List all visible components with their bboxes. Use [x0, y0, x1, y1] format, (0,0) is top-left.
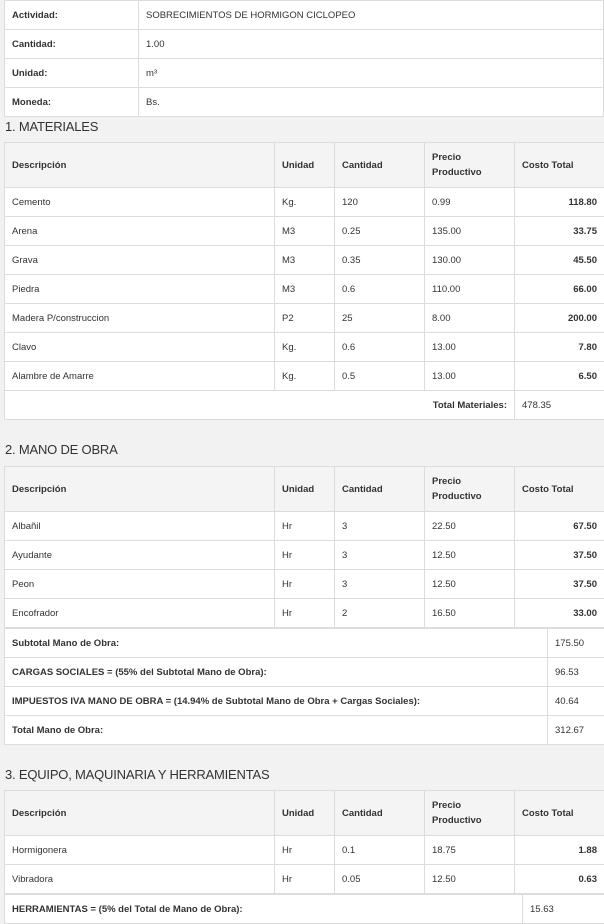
item-quantity: 0.5	[335, 362, 425, 391]
item-unit: Hr	[275, 512, 335, 541]
item-description: Clavo	[5, 333, 275, 362]
info-row	[5, 30, 604, 59]
section-title-mano-obra: 2. MANO DE OBRA	[5, 442, 603, 457]
header-unidad: Unidad	[275, 791, 335, 836]
item-quantity: 3	[335, 570, 425, 599]
info-row	[5, 59, 604, 88]
info-value: SOBRECIMIENTOS DE HORMIGON CICLOPEO	[139, 1, 604, 30]
item-unit: Hr	[275, 599, 335, 628]
item-price: 12.50	[425, 865, 515, 894]
table-row	[5, 512, 604, 541]
table-row	[5, 865, 604, 894]
activity-info-table	[4, 0, 604, 117]
item-description: Albañil	[5, 512, 275, 541]
item-unit: Hr	[275, 836, 335, 865]
summary-value: 40.64	[548, 687, 604, 716]
total-materiales-value: 478.35	[515, 391, 604, 420]
item-total-cost: 66.00	[515, 275, 604, 304]
header-unidad: Unidad	[275, 143, 335, 188]
item-quantity: 0.05	[335, 865, 425, 894]
item-description: Encofrador	[5, 599, 275, 628]
summary-label: IMPUESTOS IVA MANO DE OBRA = (14.94% de Subtotal Mano de Obra + Cargas Sociales):	[5, 687, 548, 716]
item-unit: Kg.	[275, 188, 335, 217]
item-quantity: 3	[335, 541, 425, 570]
item-quantity: 0.35	[335, 246, 425, 275]
info-value: 1.00	[139, 30, 604, 59]
table-row	[5, 304, 604, 333]
total-materiales-label: Total Materiales:	[5, 391, 515, 420]
header-descripcion: Descripción	[5, 791, 275, 836]
summary-label: CARGAS SOCIALES = (55% del Subtotal Mano de Obra):	[5, 658, 548, 687]
header-cantidad: Cantidad	[335, 143, 425, 188]
header-descripcion: Descripción	[5, 467, 275, 512]
item-price: 13.00	[425, 333, 515, 362]
info-row	[5, 1, 604, 30]
item-price: 18.75	[425, 836, 515, 865]
info-label: Cantidad:	[5, 30, 139, 59]
table-row	[5, 246, 604, 275]
item-price: 110.00	[425, 275, 515, 304]
item-unit: Hr	[275, 570, 335, 599]
table-row	[5, 333, 604, 362]
item-total-cost: 7.80	[515, 333, 604, 362]
item-unit: Hr	[275, 865, 335, 894]
item-price: 12.50	[425, 541, 515, 570]
summary-label: Total Mano de Obra:	[5, 716, 548, 745]
item-description: Ayudante	[5, 541, 275, 570]
mano-obra-table	[4, 466, 604, 628]
item-unit: Hr	[275, 541, 335, 570]
item-quantity: 120	[335, 188, 425, 217]
item-unit: M3	[275, 275, 335, 304]
item-price: 22.50	[425, 512, 515, 541]
item-description: Madera P/construccion	[5, 304, 275, 333]
header-costo: Costo Total	[515, 143, 604, 188]
summary-value: 175.50	[548, 629, 604, 658]
item-price: 8.00	[425, 304, 515, 333]
header-precio: Precio Productivo	[425, 143, 515, 188]
info-label: Actividad:	[5, 1, 139, 30]
summary-value: 15.63	[523, 895, 604, 924]
header-precio: Precio Productivo	[425, 791, 515, 836]
mano-obra-summary-table	[4, 628, 604, 745]
item-price: 16.50	[425, 599, 515, 628]
summary-row	[5, 629, 604, 658]
item-total-cost: 67.50	[515, 512, 604, 541]
item-description: Alambre de Amarre	[5, 362, 275, 391]
item-quantity: 25	[335, 304, 425, 333]
info-value: Bs.	[139, 88, 604, 117]
item-quantity: 0.25	[335, 217, 425, 246]
item-unit: M3	[275, 217, 335, 246]
header-costo: Costo Total	[515, 791, 604, 836]
summary-label: Subtotal Mano de Obra:	[5, 629, 548, 658]
table-row	[5, 541, 604, 570]
item-unit: P2	[275, 304, 335, 333]
item-total-cost: 37.50	[515, 570, 604, 599]
header-precio: Precio Productivo	[425, 467, 515, 512]
item-description: Peon	[5, 570, 275, 599]
info-row	[5, 88, 604, 117]
table-row	[5, 570, 604, 599]
item-description: Cemento	[5, 188, 275, 217]
item-description: Vibradora	[5, 865, 275, 894]
item-quantity: 2	[335, 599, 425, 628]
info-label: Moneda:	[5, 88, 139, 117]
item-description: Arena	[5, 217, 275, 246]
summary-value: 312.67	[548, 716, 604, 745]
item-price: 12.50	[425, 570, 515, 599]
summary-row	[5, 716, 604, 745]
item-quantity: 3	[335, 512, 425, 541]
summary-row	[5, 687, 604, 716]
table-row	[5, 599, 604, 628]
item-total-cost: 33.75	[515, 217, 604, 246]
item-quantity: 0.6	[335, 333, 425, 362]
item-total-cost: 200.00	[515, 304, 604, 333]
item-total-cost: 37.50	[515, 541, 604, 570]
item-quantity: 0.1	[335, 836, 425, 865]
item-price: 0.99	[425, 188, 515, 217]
item-total-cost: 1.88	[515, 836, 604, 865]
item-price: 13.00	[425, 362, 515, 391]
item-total-cost: 6.50	[515, 362, 604, 391]
table-row	[5, 836, 604, 865]
table-row	[5, 217, 604, 246]
summary-row	[5, 895, 604, 924]
item-total-cost: 45.50	[515, 246, 604, 275]
item-unit: Kg.	[275, 333, 335, 362]
item-price: 135.00	[425, 217, 515, 246]
table-row	[5, 362, 604, 391]
header-cantidad: Cantidad	[335, 467, 425, 512]
header-cantidad: Cantidad	[335, 791, 425, 836]
item-total-cost: 118.80	[515, 188, 604, 217]
item-unit: M3	[275, 246, 335, 275]
item-total-cost: 33.00	[515, 599, 604, 628]
table-row	[5, 188, 604, 217]
info-value: m³	[139, 59, 604, 88]
materiales-table	[4, 142, 604, 420]
item-description: Hormigonera	[5, 836, 275, 865]
total-materiales-row	[5, 391, 604, 420]
table-row	[5, 275, 604, 304]
summary-row	[5, 658, 604, 687]
info-label: Unidad:	[5, 59, 139, 88]
header-costo: Costo Total	[515, 467, 604, 512]
section-title-equipo: 3. EQUIPO, MAQUINARIA Y HERRAMIENTAS	[5, 767, 603, 782]
item-quantity: 0.6	[335, 275, 425, 304]
item-unit: Kg.	[275, 362, 335, 391]
header-descripcion: Descripción	[5, 143, 275, 188]
equipo-summary-table	[4, 894, 604, 924]
equipo-table	[4, 790, 604, 894]
item-total-cost: 0.63	[515, 865, 604, 894]
section-title-materiales: 1. MATERIALES	[5, 119, 603, 134]
summary-value: 96.53	[548, 658, 604, 687]
summary-label: HERRAMIENTAS = (5% del Total de Mano de Obra):	[5, 895, 523, 924]
header-unidad: Unidad	[275, 467, 335, 512]
item-description: Grava	[5, 246, 275, 275]
item-price: 130.00	[425, 246, 515, 275]
item-description: Piedra	[5, 275, 275, 304]
